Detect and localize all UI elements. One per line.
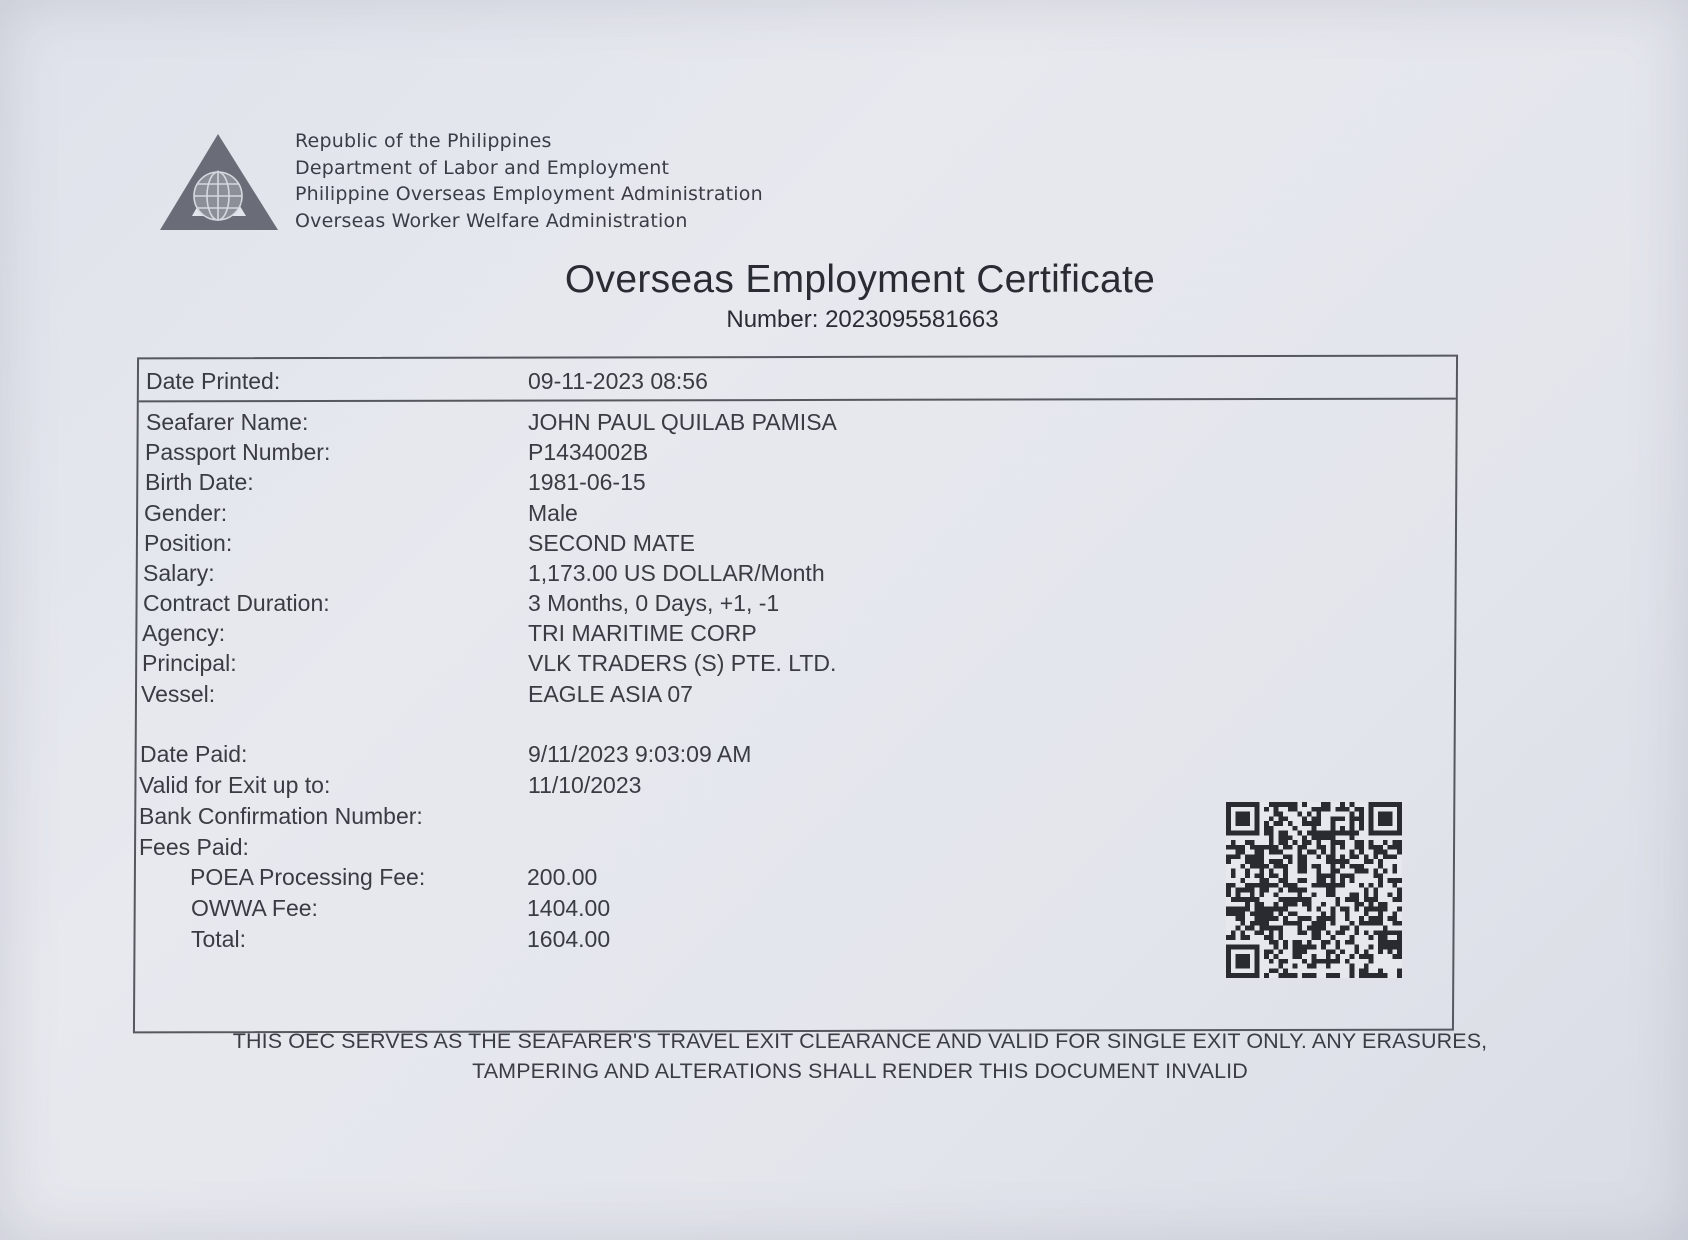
total-fee-value: 1604.00	[527, 926, 611, 952]
fees-paid-label: Fees Paid:	[139, 834, 249, 860]
valid-exit-label: Valid for Exit up to:	[139, 772, 331, 798]
principal-label: Principal:	[142, 650, 237, 676]
passport-number-label: Passport Number:	[145, 439, 331, 465]
passport-number-value: P1434002B	[528, 439, 649, 465]
footer-note-line-2: TAMPERING AND ALTERATIONS SHALL RENDER THIS DOCUMENT INVALID	[472, 1059, 1248, 1083]
owwa-fee-value: 1404.00	[527, 895, 611, 921]
vessel-label: Vessel:	[141, 681, 216, 707]
qr-code	[1226, 797, 1402, 983]
agency-value: TRI MARITIME CORP	[528, 620, 757, 646]
contract-duration-label: Contract Duration:	[143, 590, 330, 616]
certificate-number-label: Number:	[726, 306, 819, 333]
vessel-value: EAGLE ASIA 07	[528, 681, 693, 707]
bank-confirmation-label: Bank Confirmation Number:	[139, 803, 423, 829]
certificate-number-value: 2023095581663	[825, 306, 999, 333]
gender-value: Male	[528, 500, 578, 526]
position-value: SECOND MATE	[528, 530, 695, 556]
salary-label: Salary:	[143, 560, 215, 586]
date-printed-value: 09-11-2023 08:56	[528, 368, 708, 394]
agency-line-4: Overseas Worker Welfare Administration	[295, 209, 688, 232]
gender-label: Gender:	[144, 500, 228, 526]
agency-label: Agency:	[142, 620, 226, 646]
date-paid-value: 9/11/2023 9:03:09 AM	[528, 741, 752, 767]
principal-value: VLK TRADERS (S) PTE. LTD.	[528, 650, 837, 676]
salary-value: 1,173.00 US DOLLAR/Month	[528, 560, 825, 586]
birth-date-label: Birth Date:	[145, 469, 254, 495]
agency-line-3: Philippine Overseas Employment Administration	[295, 183, 763, 205]
certificate-number	[0, 306, 1688, 334]
total-fee-label: Total:	[191, 926, 246, 952]
date-paid-label: Date Paid:	[140, 741, 248, 767]
contract-duration-value: 3 Months, 0 Days, +1, -1	[528, 590, 780, 616]
date-printed-label: Date Printed:	[146, 368, 281, 394]
seafarer-name-value: JOHN PAUL QUILAB PAMISA	[528, 409, 837, 435]
dole-triangle-logo-icon	[156, 132, 280, 232]
position-label: Position:	[144, 530, 233, 556]
agency-line-1: Republic of the Philippines	[295, 130, 552, 152]
certificate-title: Overseas Employment Certificate	[564, 258, 1156, 301]
owwa-fee-label: OWWA Fee:	[191, 895, 318, 921]
agency-names	[295, 128, 763, 234]
agency-line-2: Department of Labor and Employment	[295, 156, 670, 179]
birth-date-value: 1981-06-15	[528, 469, 646, 495]
poea-fee-label: POEA Processing Fee:	[190, 864, 426, 890]
footer-note-line-1: THIS OEC SERVES AS THE SEAFARER'S TRAVEL EXIT CLEARANCE AND VALID FOR SINGLE EXIT ONLY. ANY ERASURES,	[232, 1029, 1488, 1053]
poea-fee-value: 200.00	[527, 864, 598, 890]
seafarer-name-label: Seafarer Name:	[146, 409, 309, 435]
header-divider	[139, 398, 1456, 403]
valid-exit-value: 11/10/2023	[528, 772, 642, 798]
